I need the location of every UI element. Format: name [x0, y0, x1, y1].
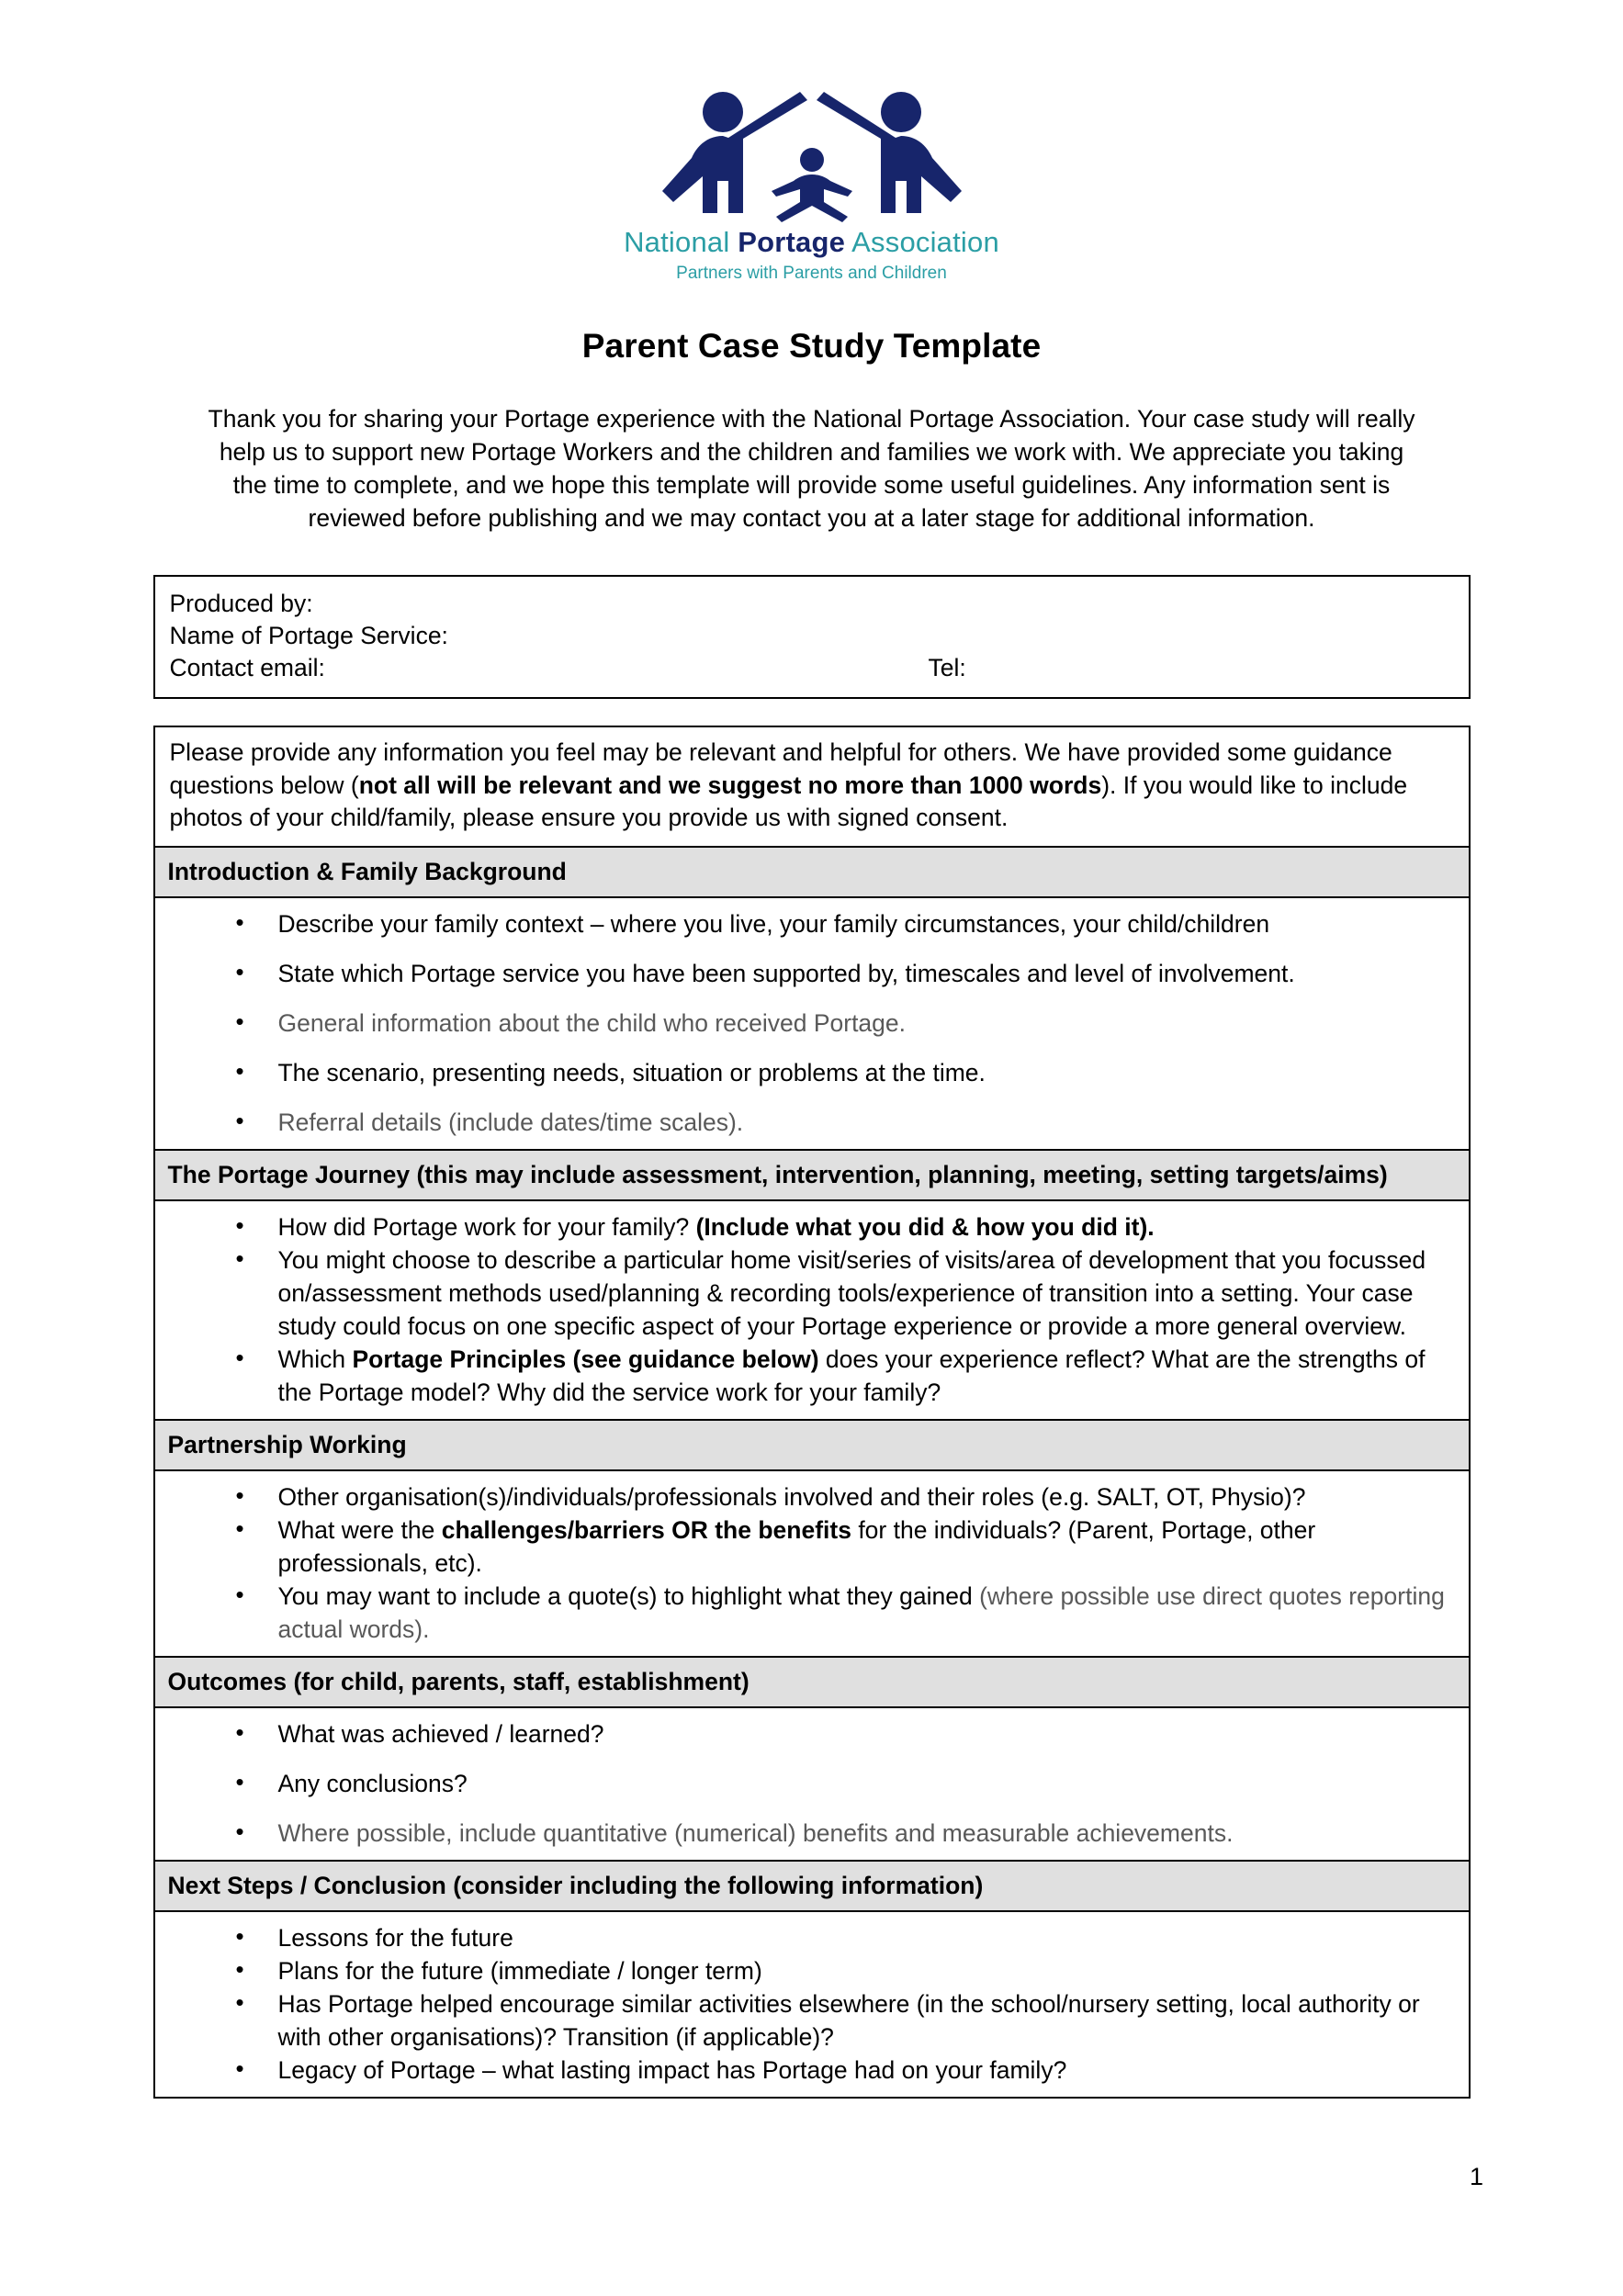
contact-email-label: Contact email: [169, 654, 325, 682]
service-name-line [170, 620, 1454, 652]
bullet-text: Legacy of Portage – what lasting impact has Portage had on your family? [277, 2056, 1067, 2085]
logo-header [0, 0, 1623, 282]
list-item [236, 1514, 1454, 1580]
list-item [236, 1007, 1454, 1040]
section-header-portage-journey [155, 1151, 1469, 1201]
section-body-introduction [155, 898, 1469, 1151]
section-body-outcomes [155, 1708, 1469, 1862]
page-number: 1 [1469, 2163, 1483, 2190]
bullet-list [170, 1210, 1454, 1409]
list-item [236, 1210, 1454, 1244]
bullet-text-pre: How did Portage work for your family? [277, 1212, 696, 1241]
produced-by-line [170, 588, 1454, 620]
bullet-block [155, 1912, 1469, 2097]
list-item [236, 957, 1454, 990]
list-item [236, 1244, 1454, 1343]
bullet-list [170, 1480, 1454, 1646]
family-house-logo-icon [660, 88, 964, 226]
section-heading: Outcomes (for child, parents, staff, establishment) [155, 1658, 1469, 1706]
bullet-text: Other organisation(s)/individuals/professionals involved and their roles (e.g. SALT, OT, Physio)? [277, 1482, 1306, 1511]
section-body-portage-journey [155, 1201, 1469, 1421]
section-heading: The Portage Journey (this may include assessment, intervention, planning, meeting, setting targets/aims) [155, 1151, 1469, 1199]
case-study-table [153, 726, 1471, 2099]
section-header-partnership-working [155, 1421, 1469, 1471]
list-item [236, 1954, 1454, 1987]
page-title: Parent Case Study Template [581, 327, 1042, 365]
list-item [236, 1767, 1454, 1800]
guidance-row [155, 727, 1469, 848]
bullet-text: State which Portage service you have been supported by, timescales and level of involvement. [277, 959, 1295, 987]
produced-by-box [153, 575, 1471, 699]
section-header-introduction [155, 848, 1469, 898]
guidance-bold: not all will be relevant and we suggest no more than 1000 words [358, 771, 1102, 799]
list-item [236, 1580, 1454, 1646]
bullet-text: Referral details (include dates/time scales). [277, 1108, 744, 1136]
logo-tagline: Partners with Parents and Children [676, 264, 947, 283]
guidance-part1: Please provide any information you feel may be relevant and helpful for others. We have provided some guidance questions below ( [169, 738, 1392, 799]
list-item [236, 1987, 1454, 2054]
logo-wordmark [624, 228, 999, 282]
bullet-text: Any conclusions? [277, 1770, 468, 1798]
bullet-text: What was achieved / learned? [277, 1720, 604, 1749]
bullet-list [170, 1921, 1454, 2087]
bullet-text: Has Portage helped encourage similar activities elsewhere (in the school/nursery setting, local authority or with other organisations)? Transition (if applicable)? [277, 1990, 1420, 2052]
section-header-outcomes [155, 1658, 1469, 1708]
intro-paragraph: Thank you for sharing your Portage experience with the National Portage Association. Your case study will really help us to support new Portage Workers and the children and families we work with. We appreciate you taking the time to complete, and we hope this template will provide some useful guidelines. Any information sent is reviewed before publishing and we may contact you at a later stage for additional information. [208, 405, 1415, 533]
guidance-part2: ). If you would like to include photos of your child/family, please ensure you provide us with signed consent. [169, 771, 1408, 832]
bullet-block [155, 898, 1469, 1149]
bullet-text-post: for the individuals? (Parent, Portage, other professionals, etc). [277, 1516, 1316, 1578]
bullet-block [155, 1708, 1469, 1860]
bullet-text-post: (where possible use direct quotes reporting actual words). [277, 1582, 1445, 1644]
logo-word-portage: Portage [738, 226, 846, 258]
bullet-text: General information about the child who received Portage. [277, 1008, 907, 1037]
list-item [236, 2054, 1454, 2087]
section-heading: Next Steps / Conclusion (consider including the following information) [155, 1862, 1469, 1910]
list-item [236, 1106, 1454, 1139]
bullet-text: You might choose to describe a particular home visit/series of visits/area of development that you focussed on/assessment methods used/planning & recording tools/experience of transition into a setting. Your case study could focus on one specific aspect of your Portage experience or provide a more general overview. [277, 1245, 1426, 1340]
contact-line [170, 652, 1454, 684]
bullet-text: Where possible, include quantitative (numerical) benefits and measurable achievements. [277, 1819, 1234, 1848]
guidance-text [155, 727, 1469, 846]
list-item [236, 1717, 1454, 1750]
bullet-text-bold: (Include what you did & how you did it). [695, 1212, 1155, 1241]
bullet-text: Lessons for the future [277, 1924, 513, 1953]
bullet-text-pre: You may want to include a quote(s) to highlight what they gained [277, 1582, 973, 1611]
bullet-list [170, 907, 1454, 1139]
tel-label: Tel: [928, 654, 966, 682]
bullet-text-bold: challenges/barriers OR the benefits [441, 1516, 851, 1544]
bullet-text: Describe your family context – where you live, your family circumstances, your child/children [277, 909, 1270, 938]
service-name-label: Name of Portage Service: [169, 622, 448, 650]
section-body-next-steps [155, 1912, 1469, 2097]
bullet-list [170, 1717, 1454, 1850]
bullet-text-pre: What were the [277, 1516, 442, 1544]
list-item [236, 1817, 1454, 1850]
logo-word-association: Association [845, 226, 999, 258]
section-heading: Introduction & Family Background [155, 848, 1469, 896]
list-item [236, 1056, 1454, 1089]
bullet-text-post: does your experience reflect? What are the strengths of the Portage model? Why did the service work for your family? [277, 1345, 1426, 1406]
logo-name-line [624, 228, 999, 256]
bullet-block [155, 1471, 1469, 1656]
produced-by-label: Produced by: [169, 590, 313, 618]
bullet-block [155, 1201, 1469, 1419]
section-header-next-steps [155, 1862, 1469, 1912]
bullet-text-pre: Which [277, 1345, 353, 1373]
section-heading: Partnership Working [155, 1421, 1469, 1469]
bullet-text: The scenario, presenting needs, situation or problems at the time. [277, 1058, 986, 1086]
bullet-text-bold: Portage Principles (see guidance below) [352, 1345, 819, 1373]
logo-word-national: National [624, 226, 738, 258]
section-body-partnership-working [155, 1471, 1469, 1658]
list-item [236, 1921, 1454, 1954]
list-item [236, 907, 1454, 940]
list-item [236, 1343, 1454, 1409]
bullet-text: Plans for the future (immediate / longer term) [277, 1957, 762, 1986]
list-item [236, 1480, 1454, 1514]
